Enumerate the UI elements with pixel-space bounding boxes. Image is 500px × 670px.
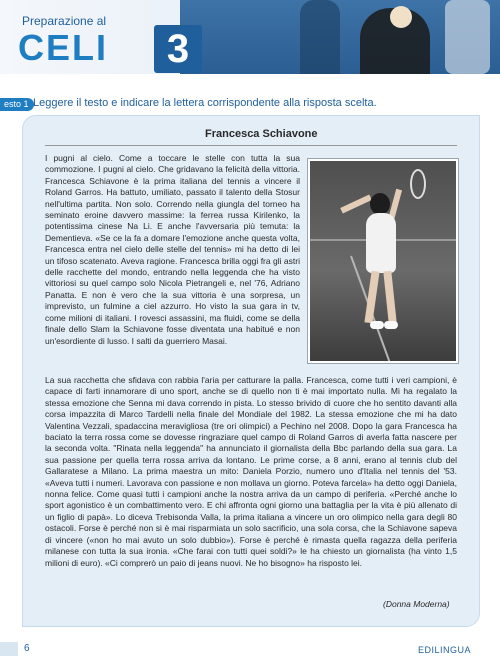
article-photo (308, 159, 458, 363)
publisher-logo: EDILINGUA (418, 645, 472, 655)
racket-icon (410, 169, 426, 199)
article-title: Francesca Schiavone (205, 128, 318, 140)
player-shoe (370, 321, 384, 329)
level-number: 3 (154, 25, 202, 73)
header-photo (180, 0, 500, 74)
photo-figure (390, 6, 412, 28)
article-body-lower (45, 375, 457, 569)
title-divider (45, 145, 457, 146)
task-badge: esto 1 (0, 98, 34, 111)
player-head (370, 193, 390, 215)
page-number: 6 (24, 643, 30, 654)
article-source: (Donna Moderna) (383, 599, 450, 609)
brand-logo: CELI (18, 27, 109, 68)
article-body-upper (45, 153, 300, 347)
player-shoe (384, 321, 398, 329)
page-header (0, 0, 500, 74)
photo-figure (300, 0, 340, 74)
article-paragraph: I pugni al cielo. Come a toccare le stelle con tutta la sua commozione. I pugni al cielo. Che gridavano la felicità della vittoria. Francesca Schiavone è la prima italiana del tennis a vincere il Roland Garros. Ha battuto, umiliato, passato il talento della Stosur nell'ultima partita. Non solo. Correndo nella giungla del torneo ha seminato eroine davvero massime: la ferrea russa Kirilenko, la potentissima cinese Na Li. E anche l'avversaria più temuta: la Dementieva. «Se ce la fa a domare l'emozione anche questa volta, Francesca entra nel cielo delle stelle del tennis» mi ha detto di lei un tifoso scatenato. Aveva ragione. Francesca brilla oggi fra gli astri delle racchette del mondo, entrando nella leggenda che ha visto vittoriosi su quel campo solo Nicola Pietrangeli e, nel '76, Adriano Panatta. E non è vero che la sua vittoria è una sorpresa, un imprevisto, un fulmine a ciel azzurro. Ho visto la sua gara in tv, come milioni di italiani. I rovesci assassini, ma fluidi, come se della finale dello Slam la Schiavone fosse diventata una habitué e non un'esordiente di lusso. I salti da guerriero Masai. (45, 153, 300, 346)
player-body (366, 213, 396, 273)
page-number-tab (0, 642, 18, 656)
series-label: Preparazione al (22, 14, 107, 28)
photo-figure (445, 0, 490, 74)
player-arm (340, 195, 372, 214)
article-paragraph: La sua racchetta che sfidava con rabbia l'aria per catturare la palla. Francesca, come tutti i veri campioni, è capace di farti innamorare di uno sport, anche se di quello non ti è mai importato nulla. Mi ha regalato la stessa emozione che Senna mi dava correndo in pista. Lo stesso brivido di cuore che ho sentito davanti alla corsa impazzita di Marco Tardelli nella finale del Mondiale del 1982. La stessa emozione che mi ha dato Valentina Vezzali, spadaccina meravigliosa (tre ori olimpici) a Pechino nel 2008. Dopo la gara Francesca ha baciato la terra rossa come se dovesse ringraziare quel campo di Roland Garros di averla fatta nascere per la seconda volta. "Rinata nella leggenda" ha annunciato il giornalista della Bbc parlando della sua gara. La sua passione per quella terra rossa arriva da lontano. Le prime corse, a 8 anni, erano al tennis club del Gallaratese a Milano. La prima maestra un mito: Daniela Porzio, numero uno d'Italia nel tennis del '53. «Aveva tutti i numeri. Lavorava con passione e non mollava un giorno. Poteva farcela» ha detto oggi Daniela, nonna felice. Come quasi tutti i campioni anche la nostra arriva da un campo di periferia. «Perché anche lo sport agonistico è un combattimento vero. E chi affronta ogni giorno una battaglia per la vita è più allenato di un figlio di papà». Lo diceva Trebisonda Valla, la prima italiana a vincere un oro olimpico nella gara degli 80 ostacoli. Forse è perché non si è mai risparmiata un solo sacrificio, una sola corsa, che la Schiavone sapeva di vincere («non ho mai avuto un solo dubbio»). Forse è perché è rimasta quella ragazza della periferia milanese con tutta la sua ironia. «Che farai con tutti quei soldi?» le ha chiesto un giornalista (ha vinto 1,5 milioni di euro). «Ci comprerò un paio di jeans nuovi. Ne ho bisogno» ha risposto lei. (45, 375, 457, 568)
task-instruction: Leggere il testo e indicare la lettera corrispondente alla risposta scelta. (33, 97, 377, 109)
player-leg (383, 271, 396, 324)
